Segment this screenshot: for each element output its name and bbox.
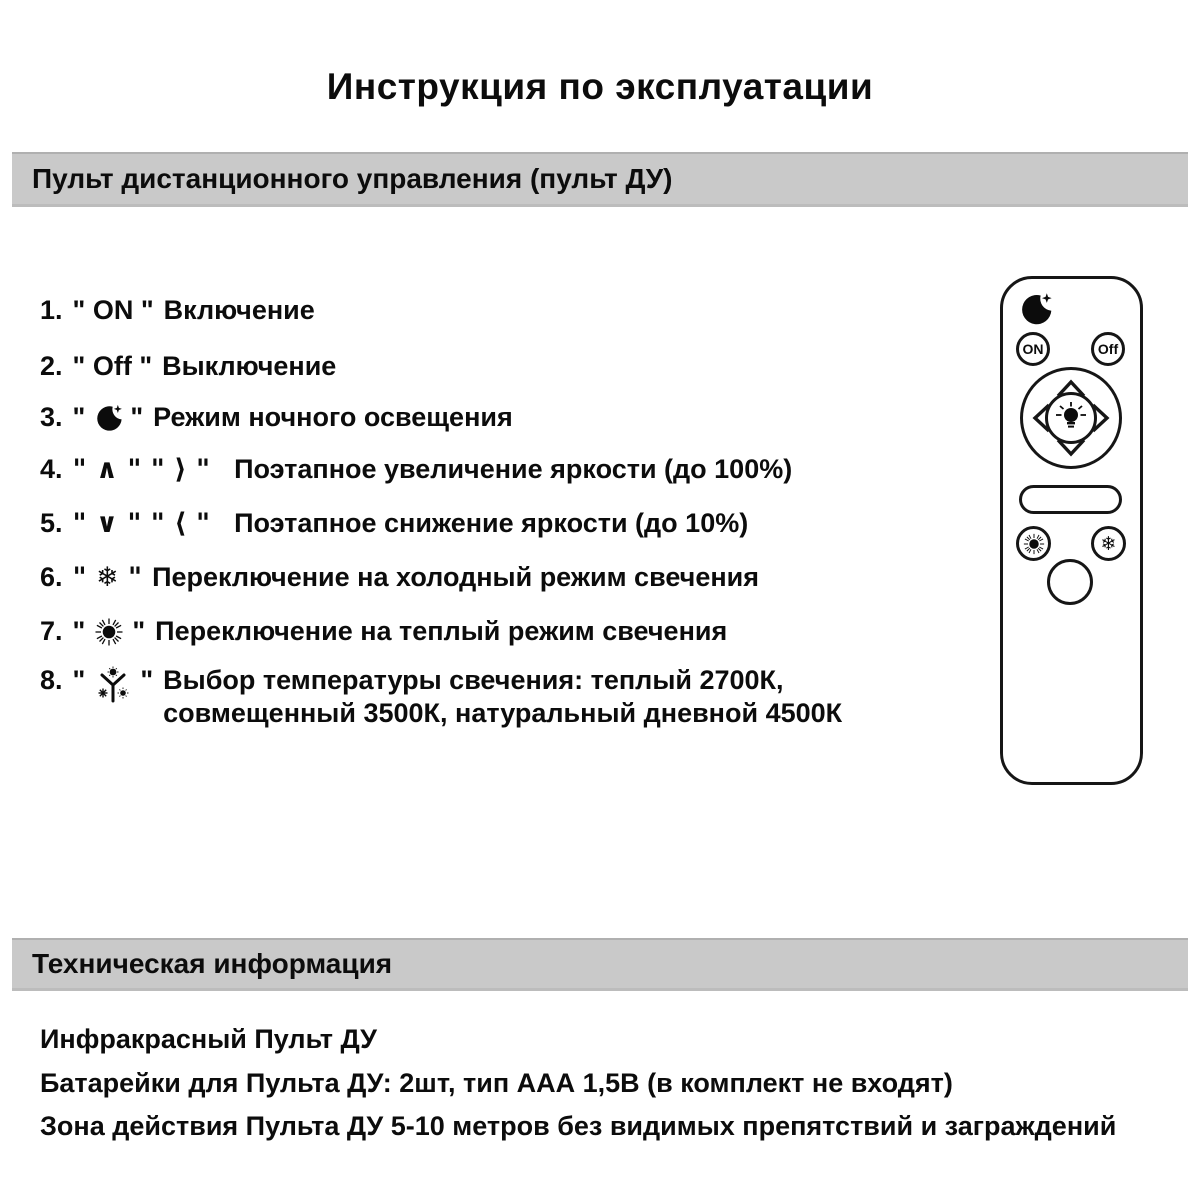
item-description: Переключение на холодный режим свечения (152, 562, 760, 592)
item-description: Поэтапное снижение яркости (до 10%) (234, 508, 749, 538)
list-item-7 (40, 615, 727, 648)
on-button-label: " ON " (72, 295, 154, 325)
item-description (163, 664, 842, 730)
warm-sun-icon (1022, 532, 1046, 556)
list-item-3 (40, 401, 513, 434)
remote-warm-button (1016, 526, 1051, 561)
bulb-icon (1056, 402, 1086, 428)
remote-on-button (1016, 332, 1050, 366)
quote-open: " (72, 665, 93, 695)
item-description-line2: совмещенный 3500К, натуральный дневной 4500К (163, 698, 843, 728)
section-heading-tech: Техническая информация (32, 948, 393, 979)
remote-dpad (1019, 366, 1123, 470)
remote-round-button (1047, 559, 1093, 605)
remote-control-illustration (1000, 276, 1143, 785)
off-button-label: " Off " (72, 351, 153, 381)
item-number: 1. (40, 295, 63, 325)
item-number: 4. (40, 454, 63, 484)
tech-line-range: Зона действия Пульта ДУ 5-10 метров без видимых препятствий и заграждений (40, 1111, 1117, 1141)
quote-close: " (122, 402, 144, 432)
tech-line-batteries: Батарейки для Пульта ДУ: 2шт, тип ААА 1,5В (в комплект не входят) (40, 1068, 953, 1098)
item-description: Выключение (162, 351, 337, 381)
list-item-2 (40, 350, 336, 383)
section-heading-remote: Пульт дистанционного управления (пульт ДУ) (32, 163, 673, 194)
page-title: Инструкция по эксплуатации (326, 66, 874, 107)
item-number: 8. (40, 665, 63, 695)
remote-on-label: ON (1022, 341, 1044, 357)
remote-off-button (1091, 332, 1125, 366)
item-description: Включение (163, 295, 315, 325)
quote-open: " (72, 616, 93, 646)
remote-pill-button (1019, 485, 1122, 514)
moon-icon (93, 403, 123, 433)
item-number: 3. (40, 402, 63, 432)
list-item-6 (40, 561, 759, 594)
item-description: Поэтапное увеличение яркости (до 100%) (234, 454, 793, 484)
remote-off-label: Off (1097, 341, 1119, 357)
snowflake-icon: " ❄ " (72, 562, 143, 593)
tech-line-ir-remote: Инфракрасный Пульт ДУ (40, 1024, 377, 1054)
item-number: 7. (40, 616, 63, 646)
item-description: Переключение на теплый режим свечения (155, 616, 728, 646)
quote-close: " (132, 665, 154, 695)
quote-open: " (72, 402, 93, 432)
item-number: 2. (40, 351, 63, 381)
quote-close: " (124, 616, 146, 646)
brightness-down-icons: " ∨ " " ⟨ " (72, 508, 211, 539)
item-number: 5. (40, 508, 63, 538)
list-item-5 (40, 507, 748, 540)
section-bar-remote (12, 152, 1188, 207)
item-description-line1: Выбор температуры свечения: теплый 2700К, (163, 665, 784, 695)
list-item-1 (40, 294, 315, 327)
brightness-up-icons: " ∧ " " ⟩ " (72, 454, 211, 485)
item-description: Режим ночного освещения (153, 402, 513, 432)
list-item-8 (40, 664, 842, 730)
list-item-4 (40, 453, 792, 486)
snowflake-icon: ❄ (1100, 532, 1117, 555)
remote-cold-button (1091, 526, 1126, 561)
section-bar-tech (12, 938, 1188, 991)
warm-sun-icon (93, 616, 125, 648)
temperature-select-icon (93, 666, 133, 706)
night-mode-icon (1017, 291, 1053, 327)
item-number: 6. (40, 562, 63, 592)
